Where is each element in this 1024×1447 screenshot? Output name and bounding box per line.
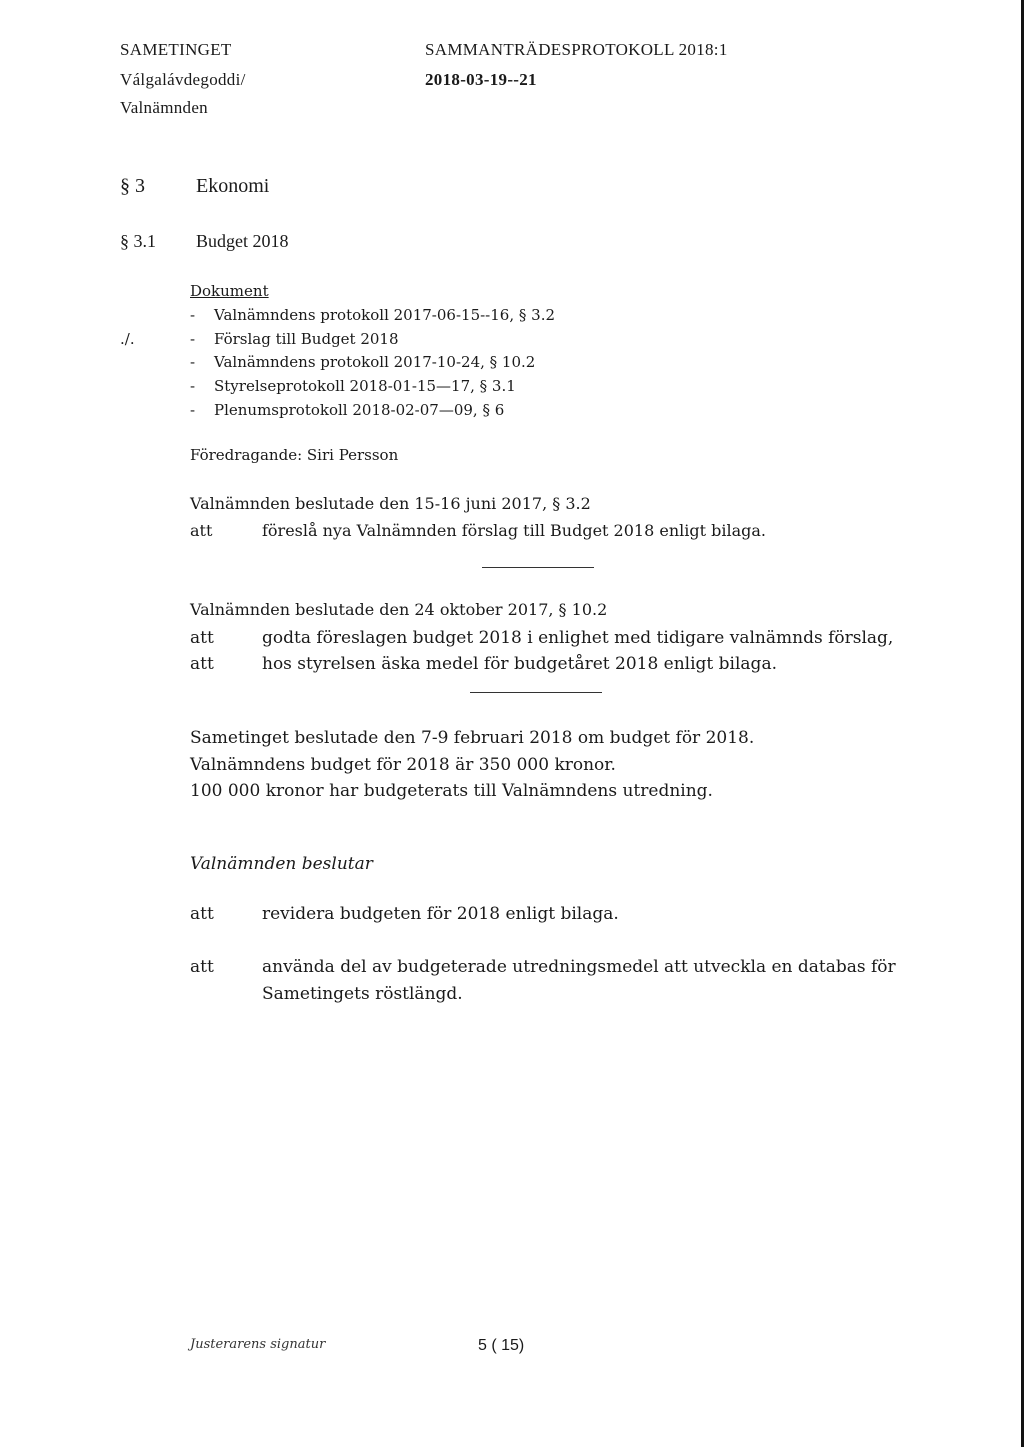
resolution-heading: Valnämnden beslutar — [190, 854, 373, 874]
resolution-text2-line1: använda del av budgeterade utredningsmedel att utveckla en databas för — [262, 957, 896, 977]
decision2-text1: godta föreslagen budget 2018 i enlighet med tidigare valnämnds förslag, — [262, 628, 894, 648]
resolution-text1: revidera budgeten för 2018 enligt bilaga. — [262, 904, 619, 924]
document-item: - Styrelseprotokoll 2018-01-15—17, § 3.1 — [190, 377, 516, 395]
org-name-sami: Válgalávdegoddi/ — [120, 70, 246, 89]
committee-name: Valnämnden — [120, 98, 208, 117]
document-item: - Plenumsprotokoll 2018-02-07—09, § 6 — [190, 401, 505, 419]
document-item: - Förslag till Budget 2018 — [190, 330, 399, 348]
plenum-line3: 100 000 kronor har budgeterats till Valnämndens utredning. — [190, 781, 713, 801]
att-label: att — [190, 904, 214, 924]
meeting-date: 2018-03-19--21 — [425, 70, 537, 89]
signature-label: Justerarens signatur — [190, 1337, 326, 1352]
att-label: att — [190, 654, 214, 674]
section-number: § 3 — [120, 175, 145, 197]
att-label: att — [190, 957, 214, 977]
page-number: 5 ( 15) — [478, 1337, 525, 1354]
separator-line — [482, 567, 594, 568]
documents-heading: Dokument — [190, 282, 269, 300]
document-title: SAMMANTRÄDESPROTOKOLL 2018:1 — [425, 40, 728, 59]
subsection-number: § 3.1 — [120, 231, 156, 251]
att-label: att — [190, 628, 214, 648]
decision1-heading: Valnämnden beslutade den 15-16 juni 2017, § 3.2 — [190, 494, 591, 513]
separator-line — [470, 692, 602, 693]
attachment-mark: ./. — [120, 330, 135, 348]
decision2-heading: Valnämnden beslutade den 24 oktober 2017, § 10.2 — [190, 600, 608, 619]
decision2-text2: hos styrelsen äska medel för budgetåret 2018 enligt bilaga. — [262, 654, 777, 674]
att-label: att — [190, 521, 213, 540]
plenum-line2: Valnämndens budget för 2018 är 350 000 kronor. — [190, 755, 616, 775]
document-item: - Valnämndens protokoll 2017-10-24, § 10.2 — [190, 353, 536, 371]
subsection-title: Budget 2018 — [196, 231, 289, 251]
decision1-text: föreslå nya Valnämnden förslag till Budget 2018 enligt bilaga. — [262, 521, 767, 540]
resolution-text2-line2: Sametingets röstlängd. — [262, 984, 463, 1004]
presenter: Föredragande: Siri Persson — [190, 446, 399, 464]
plenum-line1: Sametinget beslutade den 7-9 februari 2018 om budget för 2018. — [190, 728, 755, 748]
org-name: SAMETINGET — [120, 40, 232, 59]
document-item: - Valnämndens protokoll 2017-06-15--16, § 3.2 — [190, 306, 556, 324]
section-title: Ekonomi — [196, 175, 270, 197]
